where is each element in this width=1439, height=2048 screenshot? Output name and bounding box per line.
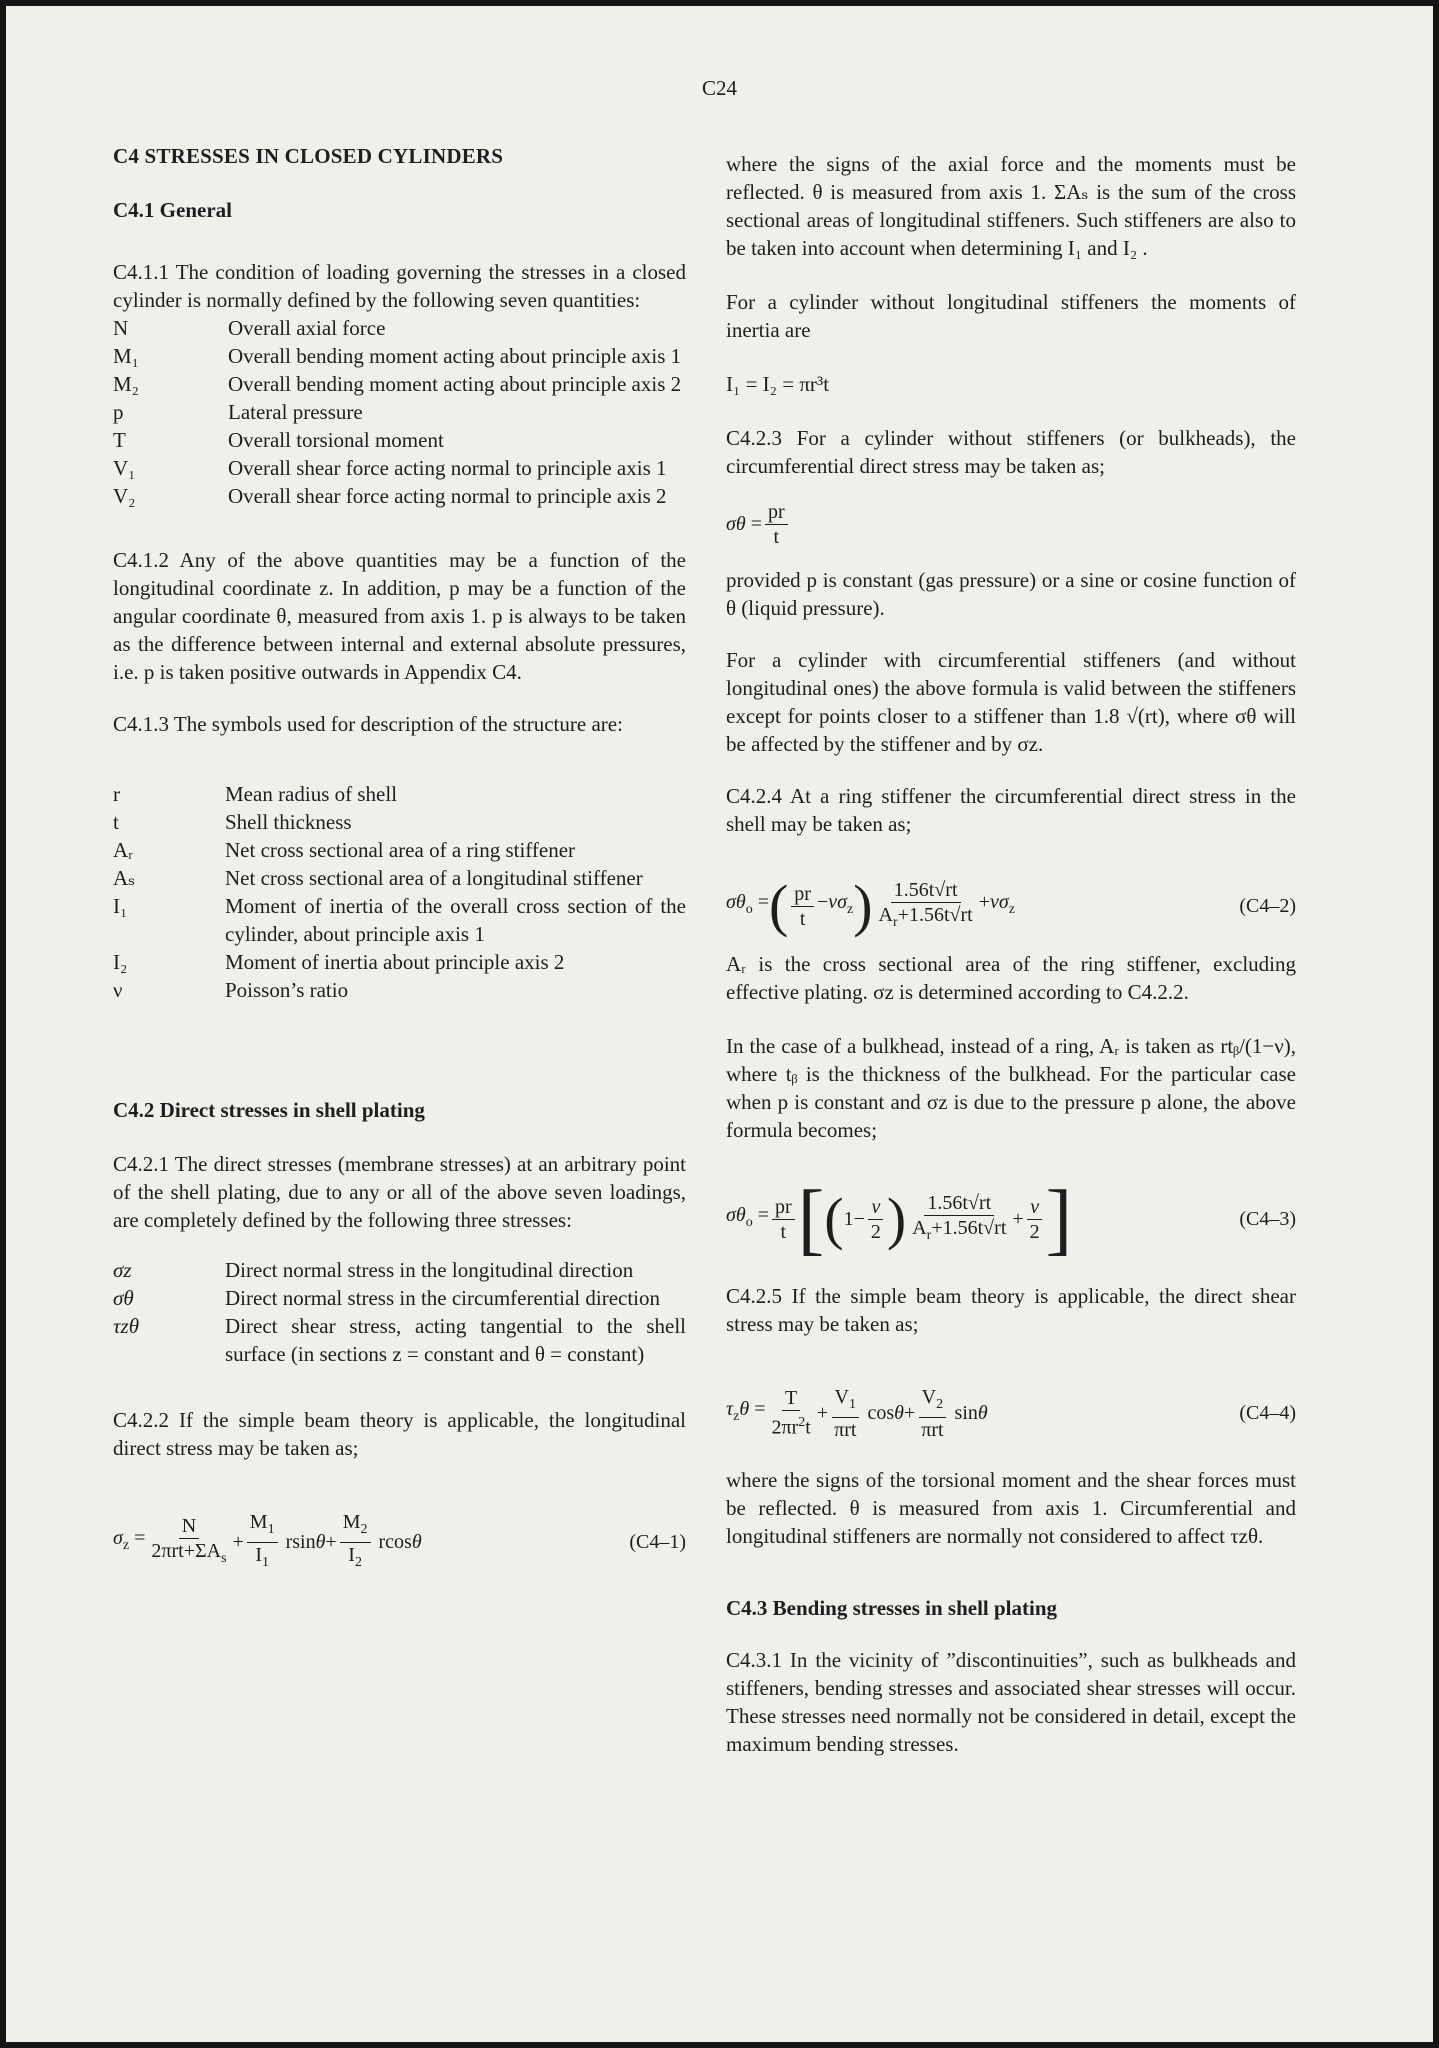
paragraph-bulkhead: In the case of a bulkhead, instead of a ring, Aᵣ is taken as rtᵦ/(1−ν), where tᵦ is the thickness of the bulkhead. For the particular case when p is constant and σz is due to the pressure p alone, the above formula becomes; xyxy=(726,1034,1296,1142)
definition-text: Lateral pressure xyxy=(228,400,363,424)
definition-item xyxy=(113,314,686,342)
definition-item xyxy=(113,1256,686,1284)
section-heading-c4-3: C4.3 Bending stresses in shell plating xyxy=(726,1596,1058,1620)
definition-item xyxy=(113,370,686,398)
definition-symbol: T xyxy=(113,428,126,452)
equation-c4-3: $\sigma\theta_o$ = $\frac{pr}{t}$ [ ( 1− $\frac{\nu}{2}$ ) $\frac{1.56t√rt}{A_r+1.56t√rt}$ + $\frac{\nu}{2}$ ] (C4–3) xyxy=(726,1175,1296,1263)
definition-text: Direct normal stress in the circumferential direction xyxy=(225,1286,661,1310)
definition-symbol: I₁ xyxy=(113,894,128,918)
definition-symbol: V₂ xyxy=(113,484,136,508)
definition-symbol: t xyxy=(113,810,119,834)
definition-text: Poisson’s ratio xyxy=(225,978,349,1002)
definition-item xyxy=(113,808,686,836)
definition-text: Overall bending moment acting about principle axis 1 xyxy=(228,344,682,368)
definition-symbol: σθ xyxy=(113,1286,134,1310)
definition-symbol: r xyxy=(113,782,120,806)
paragraph-axial-signs: where the signs of the axial force and the moments must be reflected. θ is measured from axis 1. ΣAₛ is the sum of the cross sectional areas of longitudinal stiffeners. Such stiffeners are also to be taken into account when determining I₁ and I₂ . xyxy=(726,152,1296,260)
definition-text: Direct shear stress, acting tangential to the shell surface (in sections z = constant and θ = constant) xyxy=(225,1314,686,1366)
paragraph-ring-area: Aᵣ is the cross sectional area of the ring stiffener, excluding effective plating. σz is determined according to C4.2.2. xyxy=(726,952,1296,1004)
paragraph-c4-2-4: C4.2.4 At a ring stiffener the circumferential direct stress in the shell may be taken as; xyxy=(726,784,1296,836)
equation-inertia: I₁ = I₂ = πr³t xyxy=(726,372,830,396)
definition-symbol: σz xyxy=(113,1258,132,1282)
definition-item xyxy=(113,948,686,976)
paragraph-c4-2-3: C4.2.3 For a cylinder without stiffeners (or bulkheads), the circumferential direct stress may be taken as; xyxy=(726,426,1296,478)
paragraph-c4-3-1: C4.3.1 In the vicinity of ”discontinuities”, such as bulkheads and stiffeners, bending stresses and associated shear stresses will occur. These stresses need normally not be considered in detail, except the maximum bending stresses. xyxy=(726,1648,1296,1756)
definition-symbol: Aₛ xyxy=(113,866,136,890)
paragraph-c4-2-1: C4.2.1 The direct stresses (membrane stresses) at an arbitrary point of the shell plating, due to any or all of the above seven loadings, are completely defined by the following three stresses: xyxy=(113,1152,686,1232)
definition-symbol: p xyxy=(113,400,124,424)
stress-components-list xyxy=(113,1256,686,1368)
paragraph-moments-inertia: For a cylinder without longitudinal stiffeners the moments of inertia are xyxy=(726,290,1296,342)
definition-item xyxy=(113,892,686,948)
chapter-title: C4 STRESSES IN CLOSED CYLINDERS xyxy=(113,144,504,168)
definition-item xyxy=(113,1284,686,1312)
equation-c4-4: $\tau_z\theta$ = $\frac{T}{2\pi r^2t}$ + $\frac{V_1}{\text{πrt}}$ cosθ+ $\frac{V_2}{\text{πrt}}$ sinθ (C4–4) xyxy=(726,1385,1296,1441)
page-number: C24 xyxy=(701,76,737,100)
definition-text: Mean radius of shell xyxy=(225,782,398,806)
paragraph-circumferential-stiffeners: For a cylinder with circumferential stiffeners (and without longitudinal ones) the above formula is valid between the stiffeners except for points closer to a stiffener than 1.8 √(rt), where σθ will be affected by the stiffener and by σz. xyxy=(726,648,1296,756)
definition-item xyxy=(113,976,686,1004)
definition-text: Overall shear force acting normal to principle axis 2 xyxy=(228,484,667,508)
equation-number: (C4–1) xyxy=(629,1531,686,1553)
definition-symbol: Aᵣ xyxy=(113,838,133,862)
definition-text: Net cross sectional area of a ring stiffener xyxy=(225,838,576,862)
definition-text: Overall axial force xyxy=(228,316,386,340)
definition-item xyxy=(113,836,686,864)
equation-c4-1: $\sigma_z$ = $\frac{N}{2\pi rt+\Sigma A_s}$ + $\frac{M_1}{I_1}$ rsinθ+ $\frac{M_2}{I_2}$ rcosθ (C4–1) xyxy=(113,1510,686,1570)
right-column xyxy=(726,150,1296,1758)
definition-item xyxy=(113,426,686,454)
equation-hoop-stress: σθ = $\frac{pr}{t}$ xyxy=(726,496,1296,552)
definition-text: Moment of inertia about principle axis 2 xyxy=(225,950,565,974)
paragraph-c4-1-3: C4.1.3 The symbols used for description of the structure are: xyxy=(113,712,623,736)
definition-text: Net cross sectional area of a longitudinal stiffener xyxy=(225,866,643,890)
definition-item xyxy=(113,1312,686,1368)
definition-text: Direct normal stress in the longitudinal direction xyxy=(225,1258,634,1282)
definition-symbol: V₁ xyxy=(113,456,136,480)
definition-item xyxy=(113,482,686,510)
equation-number: (C4–2) xyxy=(1239,895,1296,917)
definition-item xyxy=(113,454,686,482)
definition-symbol: I₂ xyxy=(113,950,128,974)
definition-symbol: N xyxy=(113,316,129,340)
definition-text: Moment of inertia of the overall cross section of the cylinder, about principle axis 1 xyxy=(225,894,686,946)
definition-symbol: ν xyxy=(113,978,123,1002)
definition-symbol: M₂ xyxy=(113,372,139,396)
paragraph-c4-1-1: C4.1.1 The condition of loading governing the stresses in a closed cylinder is normally defined by the following seven quantities: xyxy=(113,260,686,312)
definition-item xyxy=(113,780,686,808)
paragraph-torsional-signs: where the signs of the torsional moment and the shear forces must be reflected. θ is measured from axis 1. Circumferential and longitudinal stiffeners are normally not considered to affect τzθ. xyxy=(726,1468,1296,1548)
section-heading-c4-1: C4.1 General xyxy=(113,198,232,222)
definition-text: Overall bending moment acting about principle axis 2 xyxy=(228,372,682,396)
left-column xyxy=(113,142,686,1574)
definition-text: Shell thickness xyxy=(225,810,352,834)
paragraph-c4-2-5: C4.2.5 If the simple beam theory is applicable, the direct shear stress may be taken as; xyxy=(726,1284,1296,1336)
definition-symbol: M₁ xyxy=(113,344,139,368)
definition-item xyxy=(113,398,686,426)
definition-text: Overall shear force acting normal to principle axis 1 xyxy=(228,456,667,480)
equation-number: (C4–3) xyxy=(1239,1208,1296,1230)
paragraph-c4-1-2: C4.1.2 Any of the above quantities may be a function of the longitudinal coordinate z. In addition, p may be a function of the angular coordinate θ, measured from axis 1. p is always to be taken as the difference between internal and external absolute pressures, i.e. p is taken positive outwards in Appendix C4. xyxy=(113,548,686,684)
equation-number: (C4–4) xyxy=(1239,1402,1296,1424)
paragraph-c4-2-2: C4.2.2 If the simple beam theory is applicable, the longitudinal direct stress may be taken as; xyxy=(113,1408,686,1460)
definition-item xyxy=(113,342,686,370)
paragraph-pressure-condition: provided p is constant (gas pressure) or a sine or cosine function of θ (liquid pressure). xyxy=(726,568,1296,620)
equation-c4-2: $\sigma\theta_o$ = ( $\frac{pr}{t}$ $-\nu\sigma_z$ ) $\frac{1.56t√rt}{A_r+1.56t√rt}$ $+\nu\sigma_z$ (C4–2) xyxy=(726,873,1296,938)
definition-item xyxy=(113,864,686,892)
definition-text: Overall torsional moment xyxy=(228,428,444,452)
definition-symbol: τzθ xyxy=(113,1314,140,1338)
structure-symbols-list xyxy=(113,780,686,1004)
section-heading-c4-2: C4.2 Direct stresses in shell plating xyxy=(113,1098,425,1122)
loading-quantities-list xyxy=(113,314,686,510)
